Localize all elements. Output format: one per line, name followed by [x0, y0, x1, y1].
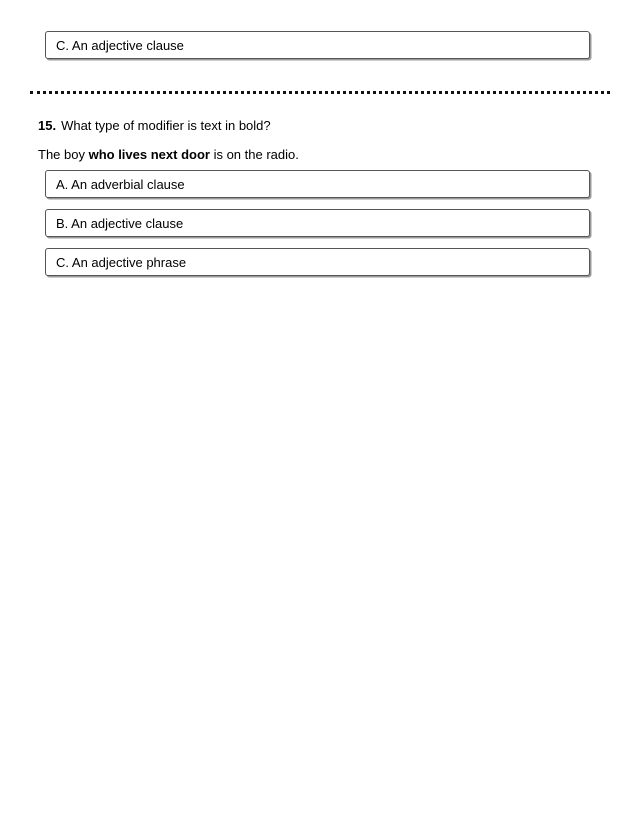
- sentence-bold-text: who lives next door: [88, 147, 210, 162]
- section-divider: [30, 91, 610, 94]
- answer-option-c-previous[interactable]: C. An adjective clause: [45, 31, 590, 59]
- example-sentence: [38, 147, 299, 163]
- answer-option-a[interactable]: A. An adverbial clause: [45, 170, 590, 198]
- question-number: 15.: [38, 118, 57, 133]
- answer-option-b[interactable]: B. An adjective clause: [45, 209, 590, 237]
- sentence-start: The boy: [38, 147, 89, 162]
- question-text: What type of modifier is text in bold?: [61, 118, 271, 133]
- question-prompt: [38, 118, 271, 134]
- sentence-end: is on the radio.: [209, 147, 299, 162]
- answer-option-c[interactable]: C. An adjective phrase: [45, 248, 590, 276]
